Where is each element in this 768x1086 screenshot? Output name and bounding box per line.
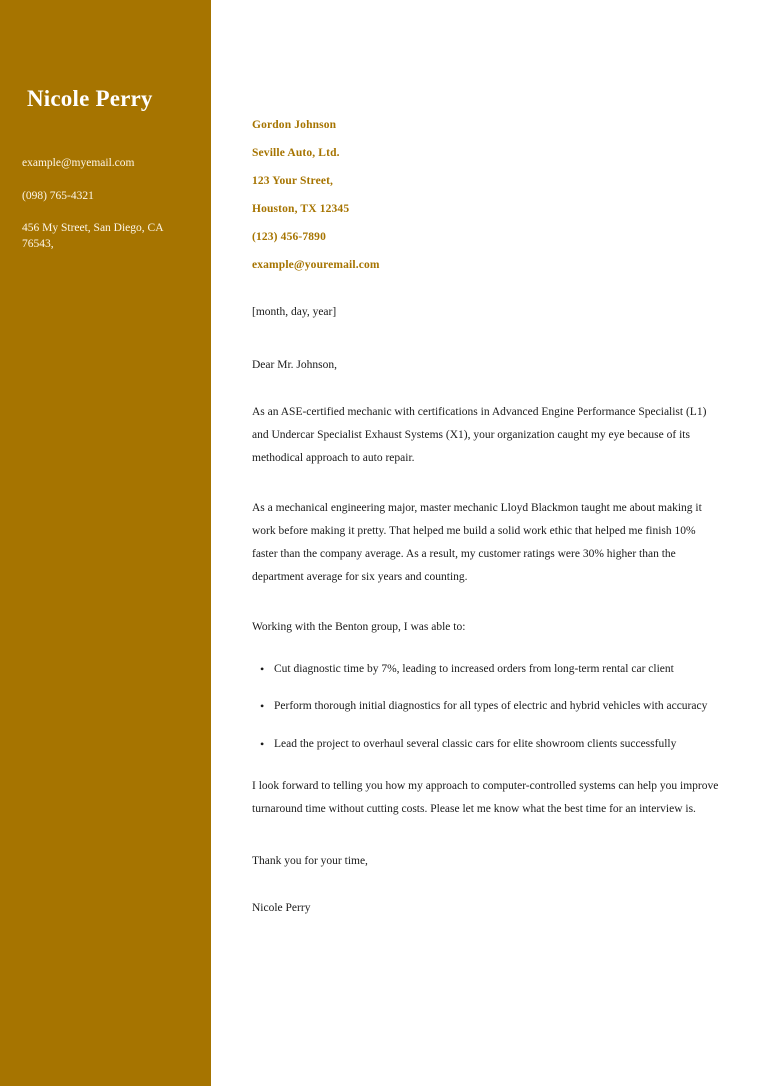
recipient-block [252, 118, 720, 274]
sidebar [0, 0, 211, 1086]
letter-thanks: Thank you for your time, [252, 854, 368, 867]
sender-email: example@myemail.com [22, 157, 135, 169]
letter-closing-paragraph: I look forward to telling you how my approach to computer-controlled systems can help you improve turnaround time without cutting costs. Please let me know what the best time for an interview is. [252, 779, 719, 815]
letter-body [211, 0, 768, 1086]
recipient-name: Gordon Johnson [252, 119, 337, 131]
list-item: • Cut diagnostic time by 7%, leading to increased orders from long-term rental car client [252, 661, 720, 678]
recipient-company: Seville Auto, Ltd. [252, 147, 340, 160]
letter-bullets-intro: Working with the Benton group, I was able to: [252, 621, 466, 634]
letter-content [252, 118, 720, 917]
recipient-city-state-zip: Houston, TX 12345 [252, 203, 350, 216]
recipient-phone: (123) 456-7890 [252, 231, 326, 244]
letter-salutation: Dear Mr. Johnson, [252, 358, 337, 371]
recipient-email: example@youremail.com [252, 259, 380, 272]
letter-date: [month, day, year] [252, 305, 337, 318]
list-item: • Perform thorough initial diagnostics for all types of electric and hybrid vehicles with accuracy [252, 698, 720, 715]
letter-signature: Nicole Perry [252, 902, 311, 915]
sender-name: Nicole Perry [27, 86, 153, 111]
sender-contact-block [22, 156, 194, 269]
letter-paragraph-2: As a mechanical engineering major, master mechanic Lloyd Blackmon taught me about making it work before making it pretty. That helped me build a solid work ethic that helped me finish 10% faster than the company average. As a result, my customer ratings were 30% higher than the department average for six years and counting. [252, 502, 702, 584]
achievements-list [252, 661, 720, 753]
sender-address: 456 My Street, San Diego, CA 76543, [22, 222, 163, 250]
recipient-street: 123 Your Street, [252, 175, 334, 188]
sender-phone: (098) 765-4321 [22, 189, 94, 202]
letter-paragraph-1: As an ASE-certified mechanic with certifications in Advanced Engine Performance Specialist (L1) and Undercar Specialist Exhaust Systems (X1), your organization caught my eye because of its methodical approach to auto repair. [252, 406, 707, 465]
list-item: • Lead the project to overhaul several classic cars for elite showroom clients successfully [252, 736, 720, 753]
